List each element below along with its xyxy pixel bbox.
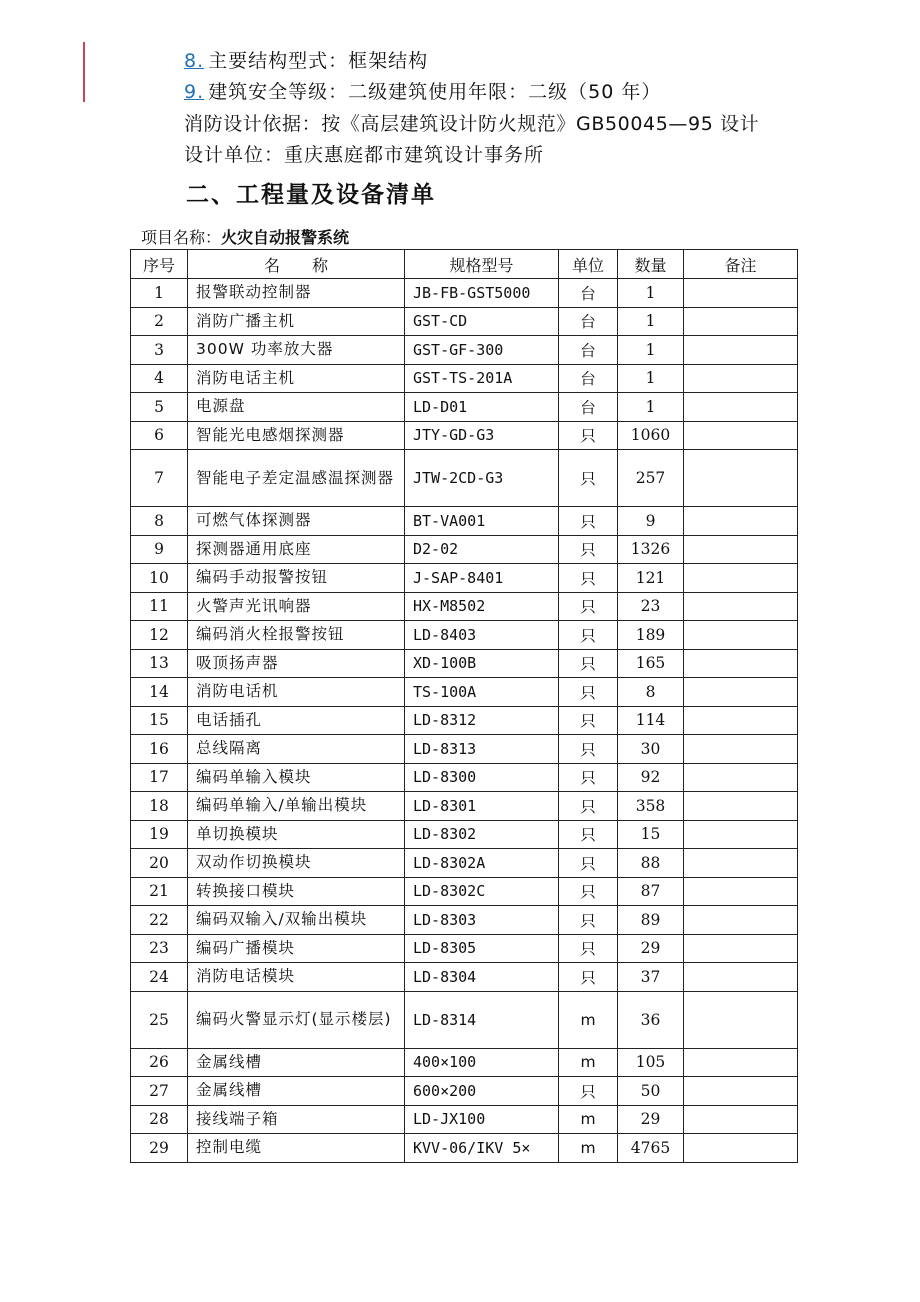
cell-no: 11	[131, 592, 188, 621]
cell-qty: 121	[618, 564, 684, 593]
cell-unit: 台	[559, 393, 618, 422]
cell-note	[684, 1105, 798, 1134]
table-row	[131, 763, 798, 792]
cell-qty: 1326	[618, 535, 684, 564]
cell-name: 编码消火栓报警按钮	[188, 621, 405, 650]
cell-spec: LD-8314	[405, 991, 559, 1048]
cell-qty: 8	[618, 678, 684, 707]
cell-note	[684, 991, 798, 1048]
cell-unit: 只	[559, 792, 618, 821]
table-row	[131, 906, 798, 935]
cell-name: 300W 功率放大器	[188, 336, 405, 365]
cell-name: 转换接口模块	[188, 877, 405, 906]
table-row	[131, 535, 798, 564]
header-spec: 规格型号	[405, 250, 559, 279]
cell-no: 6	[131, 421, 188, 450]
cell-spec: LD-8303	[405, 906, 559, 935]
cell-note	[684, 735, 798, 764]
cell-qty: 30	[618, 735, 684, 764]
cell-qty: 1	[618, 393, 684, 422]
cell-note	[684, 877, 798, 906]
cell-spec: XD-100B	[405, 649, 559, 678]
cell-name: 可燃气体探测器	[188, 507, 405, 536]
cell-no: 27	[131, 1077, 188, 1106]
cell-spec: HX-M8502	[405, 592, 559, 621]
table-row	[131, 507, 798, 536]
equipment-table	[130, 249, 798, 1163]
cell-no: 3	[131, 336, 188, 365]
cell-no: 2	[131, 307, 188, 336]
cell-note	[684, 507, 798, 536]
cell-no: 10	[131, 564, 188, 593]
cell-spec: GST-TS-201A	[405, 364, 559, 393]
cell-name: 火警声光讯响器	[188, 592, 405, 621]
cell-name: 报警联动控制器	[188, 279, 405, 308]
cell-unit: 只	[559, 535, 618, 564]
cell-name: 编码广播模块	[188, 934, 405, 963]
table-row	[131, 1134, 798, 1163]
cell-qty: 88	[618, 849, 684, 878]
cell-qty: 1	[618, 336, 684, 365]
cell-name: 智能电子差定温感温探测器	[188, 450, 405, 507]
cell-no: 16	[131, 735, 188, 764]
cell-qty: 9	[618, 507, 684, 536]
cell-name: 电话插孔	[188, 706, 405, 735]
cell-name: 接线端子箱	[188, 1105, 405, 1134]
cell-qty: 37	[618, 963, 684, 992]
cell-qty: 36	[618, 991, 684, 1048]
cell-name: 智能光电感烟探测器	[188, 421, 405, 450]
cell-no: 5	[131, 393, 188, 422]
cell-no: 20	[131, 849, 188, 878]
table-row	[131, 564, 798, 593]
cell-note	[684, 792, 798, 821]
header-note: 备注	[684, 250, 798, 279]
item-text: 建筑安全等级：二级建筑使用年限：二级（50 年）	[208, 81, 662, 103]
cell-qty: 105	[618, 1048, 684, 1077]
cell-name: 金属线槽	[188, 1048, 405, 1077]
cell-unit: 只	[559, 934, 618, 963]
cell-spec: BT-VA001	[405, 507, 559, 536]
cell-spec: 600×200	[405, 1077, 559, 1106]
margin-marker	[83, 42, 85, 102]
cell-spec: TS-100A	[405, 678, 559, 707]
cell-note	[684, 307, 798, 336]
cell-no: 7	[131, 450, 188, 507]
cell-spec: 400×100	[405, 1048, 559, 1077]
table-row	[131, 991, 798, 1048]
item-text: 主要结构型式：框架结构	[208, 50, 429, 72]
table-row	[131, 307, 798, 336]
cell-unit: 只	[559, 621, 618, 650]
cell-note	[684, 1077, 798, 1106]
cell-unit: 只	[559, 678, 618, 707]
cell-spec: JB-FB-GST5000	[405, 279, 559, 308]
cell-name: 金属线槽	[188, 1077, 405, 1106]
table-row	[131, 649, 798, 678]
cell-spec: LD-8302A	[405, 849, 559, 878]
cell-note	[684, 450, 798, 507]
cell-no: 29	[131, 1134, 188, 1163]
header-unit: 单位	[559, 250, 618, 279]
cell-qty: 165	[618, 649, 684, 678]
cell-qty: 29	[618, 1105, 684, 1134]
cell-unit: 只	[559, 450, 618, 507]
cell-no: 4	[131, 364, 188, 393]
cell-note	[684, 279, 798, 308]
cell-unit: 只	[559, 421, 618, 450]
cell-note	[684, 393, 798, 422]
cell-unit: 只	[559, 564, 618, 593]
cell-no: 24	[131, 963, 188, 992]
cell-qty: 29	[618, 934, 684, 963]
cell-no: 1	[131, 279, 188, 308]
cell-name: 控制电缆	[188, 1134, 405, 1163]
cell-name: 双动作切换模块	[188, 849, 405, 878]
cell-name: 探测器通用底座	[188, 535, 405, 564]
cell-name: 消防电话主机	[188, 364, 405, 393]
table-header-row	[131, 250, 798, 279]
cell-spec: J-SAP-8401	[405, 564, 559, 593]
table-row	[131, 934, 798, 963]
cell-spec: LD-D01	[405, 393, 559, 422]
cell-note	[684, 820, 798, 849]
cell-spec: LD-JX100	[405, 1105, 559, 1134]
cell-qty: 92	[618, 763, 684, 792]
cell-spec: D2-02	[405, 535, 559, 564]
table-row	[131, 1105, 798, 1134]
cell-name: 编码双输入/双输出模块	[188, 906, 405, 935]
cell-unit: 只	[559, 592, 618, 621]
table-row	[131, 364, 798, 393]
project-value: 火灾自动报警系统	[221, 228, 350, 247]
table-row	[131, 877, 798, 906]
design-basis: 消防设计依据：按《高层建筑设计防火规范》GB50045—95 设计	[184, 113, 760, 135]
cell-note	[684, 649, 798, 678]
cell-no: 19	[131, 820, 188, 849]
cell-note	[684, 763, 798, 792]
cell-name: 编码单输入/单输出模块	[188, 792, 405, 821]
cell-qty: 50	[618, 1077, 684, 1106]
table-row	[131, 849, 798, 878]
intro-item-safety	[184, 77, 661, 104]
cell-unit: 台	[559, 279, 618, 308]
cell-note	[684, 1048, 798, 1077]
table-row	[131, 678, 798, 707]
cell-unit: m	[559, 991, 618, 1048]
cell-no: 12	[131, 621, 188, 650]
cell-unit: 只	[559, 963, 618, 992]
cell-name: 编码单输入模块	[188, 763, 405, 792]
cell-note	[684, 678, 798, 707]
table-row	[131, 820, 798, 849]
table-row	[131, 592, 798, 621]
cell-spec: GST-CD	[405, 307, 559, 336]
cell-note	[684, 535, 798, 564]
section-heading: 二、工程量及设备清单	[186, 182, 436, 208]
cell-qty: 23	[618, 592, 684, 621]
cell-spec: KVV-06/IKV 5×	[405, 1134, 559, 1163]
cell-no: 9	[131, 535, 188, 564]
cell-unit: m	[559, 1105, 618, 1134]
cell-name: 编码火警显示灯(显示楼层)	[188, 991, 405, 1048]
cell-unit: m	[559, 1048, 618, 1077]
cell-no: 21	[131, 877, 188, 906]
cell-qty: 1	[618, 364, 684, 393]
cell-qty: 15	[618, 820, 684, 849]
cell-unit: 只	[559, 1077, 618, 1106]
cell-name: 消防电话机	[188, 678, 405, 707]
cell-no: 18	[131, 792, 188, 821]
cell-note	[684, 849, 798, 878]
cell-qty: 189	[618, 621, 684, 650]
cell-qty: 257	[618, 450, 684, 507]
cell-unit: 只	[559, 763, 618, 792]
cell-qty: 1	[618, 307, 684, 336]
table-row	[131, 336, 798, 365]
cell-spec: LD-8305	[405, 934, 559, 963]
cell-spec: LD-8304	[405, 963, 559, 992]
design-unit: 设计单位：重庆惠庭都市建筑设计事务所	[184, 144, 545, 166]
cell-unit: m	[559, 1134, 618, 1163]
cell-unit: 只	[559, 820, 618, 849]
cell-name: 消防广播主机	[188, 307, 405, 336]
table-row	[131, 393, 798, 422]
cell-unit: 只	[559, 735, 618, 764]
cell-qty: 87	[618, 877, 684, 906]
header-no: 序号	[131, 250, 188, 279]
table-row	[131, 279, 798, 308]
cell-qty: 1060	[618, 421, 684, 450]
cell-note	[684, 706, 798, 735]
cell-spec: LD-8302C	[405, 877, 559, 906]
cell-no: 13	[131, 649, 188, 678]
cell-unit: 只	[559, 877, 618, 906]
cell-note	[684, 336, 798, 365]
cell-spec: LD-8312	[405, 706, 559, 735]
table-row	[131, 792, 798, 821]
intro-item-structure	[184, 46, 428, 73]
cell-qty: 114	[618, 706, 684, 735]
header-qty: 数量	[618, 250, 684, 279]
cell-note	[684, 934, 798, 963]
cell-spec: LD-8300	[405, 763, 559, 792]
cell-unit: 只	[559, 507, 618, 536]
cell-no: 25	[131, 991, 188, 1048]
cell-unit: 只	[559, 849, 618, 878]
cell-name: 消防电话模块	[188, 963, 405, 992]
cell-no: 14	[131, 678, 188, 707]
cell-no: 26	[131, 1048, 188, 1077]
cell-note	[684, 906, 798, 935]
cell-no: 23	[131, 934, 188, 963]
cell-note	[684, 1134, 798, 1163]
table-row	[131, 621, 798, 650]
cell-note	[684, 364, 798, 393]
cell-name: 编码手动报警按钮	[188, 564, 405, 593]
header-name: 名 称	[188, 250, 405, 279]
table-row	[131, 706, 798, 735]
project-name	[141, 225, 349, 248]
cell-name: 电源盘	[188, 393, 405, 422]
cell-qty: 358	[618, 792, 684, 821]
cell-no: 28	[131, 1105, 188, 1134]
table-row	[131, 1077, 798, 1106]
cell-unit: 只	[559, 706, 618, 735]
table-row	[131, 450, 798, 507]
cell-spec: JTY-GD-G3	[405, 421, 559, 450]
cell-note	[684, 963, 798, 992]
item-number: 9.	[184, 81, 205, 103]
cell-name: 吸顶扬声器	[188, 649, 405, 678]
cell-unit: 台	[559, 336, 618, 365]
cell-no: 22	[131, 906, 188, 935]
cell-note	[684, 621, 798, 650]
item-number: 8.	[184, 50, 205, 72]
cell-qty: 1	[618, 279, 684, 308]
table-row	[131, 963, 798, 992]
cell-spec: LD-8301	[405, 792, 559, 821]
cell-spec: LD-8403	[405, 621, 559, 650]
cell-spec: JTW-2CD-G3	[405, 450, 559, 507]
cell-qty: 89	[618, 906, 684, 935]
cell-note	[684, 421, 798, 450]
table-row	[131, 735, 798, 764]
table-row	[131, 1048, 798, 1077]
cell-spec: GST-GF-300	[405, 336, 559, 365]
cell-spec: LD-8313	[405, 735, 559, 764]
table-row	[131, 421, 798, 450]
project-label: 项目名称：	[141, 228, 222, 247]
cell-no: 17	[131, 763, 188, 792]
cell-name: 单切换模块	[188, 820, 405, 849]
cell-no: 8	[131, 507, 188, 536]
cell-unit: 台	[559, 364, 618, 393]
cell-no: 15	[131, 706, 188, 735]
cell-name: 总线隔离	[188, 735, 405, 764]
cell-unit: 只	[559, 906, 618, 935]
cell-unit: 台	[559, 307, 618, 336]
cell-spec: LD-8302	[405, 820, 559, 849]
cell-qty: 4765	[618, 1134, 684, 1163]
cell-unit: 只	[559, 649, 618, 678]
cell-note	[684, 592, 798, 621]
cell-note	[684, 564, 798, 593]
